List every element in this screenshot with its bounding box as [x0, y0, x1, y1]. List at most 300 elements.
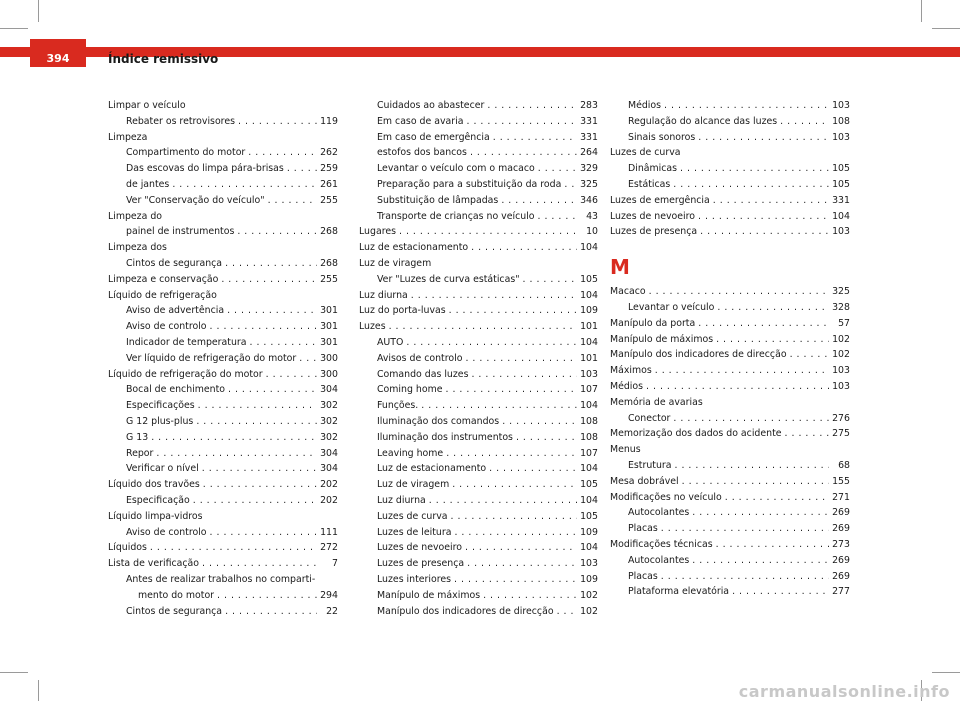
index-subentry	[359, 367, 598, 383]
dot-leader	[465, 351, 577, 367]
entry-page-number: 325	[832, 286, 850, 298]
entry-page-number: 104	[832, 210, 850, 222]
dot-leader	[655, 363, 829, 379]
entry-page-number: 10	[586, 226, 598, 238]
index-entry	[610, 193, 850, 209]
entry-term: Menus	[610, 444, 641, 456]
entry-term: Comando das luzes	[377, 368, 469, 380]
index-entry	[610, 316, 850, 332]
dot-leader	[287, 161, 317, 177]
entry-term: AUTO	[377, 336, 404, 348]
entry-page-number: 331	[580, 131, 598, 143]
entry-page-number: 119	[320, 115, 338, 127]
entry-page-number: 103	[832, 380, 850, 392]
index-subentry	[610, 584, 850, 600]
index-subentry	[108, 335, 338, 351]
dot-leader	[237, 224, 317, 240]
index-subentry	[359, 461, 598, 477]
index-subentry	[610, 114, 850, 130]
entry-term: Luz diurna	[359, 289, 408, 301]
index-entry	[359, 288, 598, 304]
entry-page-number: 105	[580, 479, 598, 491]
index-subentry	[359, 130, 598, 146]
index-subentry	[359, 209, 598, 225]
entry-page-number: 269	[832, 507, 850, 519]
index-subentry	[359, 114, 598, 130]
entry-page-number: 346	[580, 194, 598, 206]
index-subentry	[359, 398, 598, 414]
entry-page-number: 304	[320, 463, 338, 475]
dot-leader	[202, 461, 317, 477]
dot-leader	[429, 493, 577, 509]
entry-term: Luzes de curva	[377, 510, 448, 522]
entry-page-number: 103	[580, 558, 598, 570]
index-subentry	[108, 588, 338, 604]
entry-page-number: 103	[832, 365, 850, 377]
dot-leader	[673, 411, 829, 427]
entry-term: Placas	[628, 570, 658, 582]
entry-term: Leaving home	[377, 447, 444, 459]
entry-term: Modificações técnicas	[610, 538, 713, 550]
dot-leader	[664, 98, 829, 114]
entry-term: de jantes	[126, 178, 170, 190]
crop-mark	[932, 672, 960, 673]
index-subentry	[359, 272, 598, 288]
index-subentry	[108, 319, 338, 335]
index-subentry	[359, 177, 598, 193]
index-entry	[108, 367, 338, 383]
index-subentry	[359, 446, 598, 462]
entry-term: G 13	[126, 431, 149, 443]
dot-leader	[389, 319, 577, 335]
entry-term: Em caso de avaria	[377, 115, 464, 127]
dot-leader	[399, 224, 577, 240]
index-column-1	[108, 98, 338, 619]
index-entry	[610, 332, 850, 348]
entry-term: Bocal de enchimento	[126, 384, 226, 396]
dot-leader	[501, 193, 577, 209]
dot-leader	[454, 572, 577, 588]
index-entry	[610, 426, 850, 442]
entry-page-number: 107	[580, 447, 598, 459]
entry-page-number: 264	[580, 147, 598, 159]
dot-leader	[406, 335, 577, 351]
dot-leader	[673, 177, 829, 193]
dot-leader	[198, 398, 317, 414]
entry-term: Memorização dos dados do acidente	[610, 428, 782, 440]
index-subentry	[359, 193, 598, 209]
entry-page-number: 104	[580, 242, 598, 254]
entry-page-number: 273	[832, 538, 850, 550]
entry-page-number: 271	[832, 491, 850, 503]
dot-leader	[421, 398, 577, 414]
page-number: 394	[46, 52, 70, 65]
dot-leader	[470, 145, 577, 161]
dot-leader	[466, 114, 577, 130]
entry-term: Lugares	[359, 226, 396, 238]
entry-term: painel de instrumentos	[126, 226, 235, 238]
entry-page-number: 272	[320, 542, 338, 554]
entry-page-number: 302	[320, 431, 338, 443]
entry-page-number: 268	[320, 226, 338, 238]
index-entry	[359, 256, 598, 272]
dot-leader	[646, 379, 829, 395]
index-subentry	[108, 398, 338, 414]
dot-leader	[698, 209, 829, 225]
dot-leader	[780, 114, 829, 130]
entry-page-number: 103	[832, 100, 850, 111]
index-subentry	[359, 351, 598, 367]
index-entry	[108, 540, 338, 556]
dot-leader	[716, 332, 829, 348]
index-subentry	[610, 553, 850, 569]
entry-page-number: 294	[320, 589, 338, 601]
dot-leader	[411, 288, 577, 304]
index-letter-heading: M	[610, 255, 630, 280]
entry-term: Memória de avarias	[610, 396, 703, 408]
entry-page-number: 107	[580, 384, 598, 396]
entry-term: Sinais sonoros	[628, 131, 696, 143]
dot-leader	[471, 240, 577, 256]
entry-term: Funções.	[377, 400, 419, 412]
dot-leader	[516, 430, 577, 446]
entry-term: Estáticas	[628, 178, 671, 190]
index-subentry	[359, 525, 598, 541]
dot-leader	[454, 525, 577, 541]
index-subentry	[108, 161, 338, 177]
index-subentry	[359, 604, 598, 620]
entry-term: Luz diurna	[377, 494, 426, 506]
dot-leader	[156, 446, 317, 462]
entry-term: Cintos de segurança	[126, 257, 223, 269]
entry-term: Ver "Luzes de curva estáticas"	[377, 273, 520, 285]
entry-term: Máximos	[610, 365, 652, 377]
dot-leader	[489, 461, 577, 477]
dot-leader	[523, 272, 577, 288]
entry-page-number: 300	[320, 368, 338, 380]
index-subentry	[359, 477, 598, 493]
entry-page-number: 331	[832, 194, 850, 206]
dot-leader	[268, 193, 317, 209]
entry-term: Antes de realizar trabalhos no comparti-	[126, 573, 316, 585]
entry-page-number: 301	[320, 321, 338, 333]
entry-term: Especificação	[126, 494, 190, 506]
dot-leader	[225, 604, 317, 620]
index-entry	[610, 209, 850, 225]
index-subentry	[359, 161, 598, 177]
index-column-3	[610, 98, 850, 600]
dot-leader	[732, 584, 829, 600]
dot-leader	[210, 525, 317, 541]
entry-page-number: 105	[832, 178, 850, 190]
entry-term: Autocolantes	[628, 507, 690, 519]
index-subentry	[108, 414, 338, 430]
dot-leader	[487, 98, 577, 114]
entry-page-number: 283	[580, 100, 598, 111]
index-subentry	[359, 588, 598, 604]
entry-page-number: 275	[832, 428, 850, 440]
index-entry	[108, 272, 338, 288]
entry-term: Cintos de segurança	[126, 605, 223, 617]
dot-leader	[203, 477, 317, 493]
entry-page-number: 7	[332, 558, 338, 570]
entry-page-number: 102	[832, 349, 850, 361]
entry-page-number: 269	[832, 570, 850, 582]
dot-leader	[692, 553, 829, 569]
entry-page-number: 304	[320, 384, 338, 396]
entry-term: Especificações	[126, 400, 195, 412]
dot-leader	[483, 588, 577, 604]
entry-term: Luzes de nevoeiro	[377, 542, 463, 554]
entry-page-number: 105	[580, 273, 598, 285]
dot-leader	[661, 569, 829, 585]
entry-page-number: 259	[320, 163, 338, 175]
entry-term: Aviso de advertência	[126, 305, 225, 317]
entry-term: Líquidos	[108, 542, 147, 554]
index-subentry	[108, 177, 338, 193]
entry-term: estofos dos bancos	[377, 147, 467, 159]
entry-page-number: 277	[832, 586, 850, 598]
entry-term: Líquido dos travões	[108, 479, 200, 491]
index-entry	[108, 556, 338, 572]
index-subentry	[359, 493, 598, 509]
entry-page-number: 202	[320, 494, 338, 506]
entry-term: Iluminação dos comandos	[377, 415, 500, 427]
dot-leader	[785, 426, 829, 442]
entry-term: Plataforma elevatória	[628, 586, 730, 598]
entry-page-number: 276	[832, 412, 850, 424]
dot-leader	[266, 367, 317, 383]
entry-page-number: 202	[320, 479, 338, 491]
index-subentry	[108, 382, 338, 398]
entry-term: Luzes de nevoeiro	[610, 210, 696, 222]
entry-page-number: 68	[838, 459, 850, 471]
index-subentry	[359, 430, 598, 446]
index-subentry	[359, 335, 598, 351]
entry-term: Rebater os retrovisores	[126, 115, 235, 127]
dot-leader	[465, 540, 577, 556]
entry-page-number: 102	[832, 333, 850, 345]
entry-term: Luzes de emergência	[610, 194, 710, 206]
entry-term: Das escovas do limpa pára-brisas	[126, 163, 284, 175]
crop-mark	[921, 0, 922, 22]
index-subentry	[108, 446, 338, 462]
entry-page-number: 269	[832, 554, 850, 566]
dot-leader	[446, 446, 577, 462]
entry-term: Aviso de controlo	[126, 526, 207, 538]
index-subentry	[359, 145, 598, 161]
entry-page-number: 104	[580, 494, 598, 506]
entry-page-number: 155	[832, 475, 850, 487]
entry-page-number: 111	[320, 526, 338, 538]
entry-term: Manípulo da porta	[610, 317, 696, 329]
entry-term: Preparação para a substituição da roda	[377, 178, 562, 190]
entry-term: Limpeza	[108, 131, 148, 143]
entry-page-number: 104	[580, 336, 598, 348]
watermark: carmanualsonline.info	[738, 682, 950, 701]
entry-page-number: 104	[580, 463, 598, 475]
entry-page-number: 325	[580, 178, 598, 190]
entry-term: Manípulo de máximos	[377, 589, 481, 601]
entry-page-number: 331	[580, 115, 598, 127]
entry-term: Médios	[610, 380, 644, 392]
entry-page-number: 255	[320, 194, 338, 206]
page-title: Índice remissivo	[108, 52, 219, 66]
index-entry	[108, 240, 338, 256]
dot-leader	[713, 193, 829, 209]
entry-term: Lista de verificação	[108, 558, 200, 570]
index-subentry	[610, 300, 850, 316]
index-subentry	[610, 521, 850, 537]
index-entry	[610, 395, 850, 411]
entry-term: Conector	[628, 412, 671, 424]
entry-term: Líquido de refrigeração do motor	[108, 368, 263, 380]
entry-page-number: 104	[580, 289, 598, 301]
entry-term: Manípulo de máximos	[610, 333, 714, 345]
entry-term: Luz do porta-luvas	[359, 305, 446, 317]
index-entry	[610, 442, 850, 458]
entry-term: Verificar o nível	[126, 463, 199, 475]
dot-leader	[150, 540, 317, 556]
dot-leader	[538, 161, 577, 177]
dot-leader	[700, 224, 829, 240]
entry-page-number: 101	[580, 352, 598, 364]
index-entry	[108, 98, 338, 114]
dot-leader	[675, 458, 830, 474]
dot-leader	[682, 474, 829, 490]
entry-page-number: 109	[580, 573, 598, 585]
dot-leader	[717, 300, 829, 316]
dot-leader	[698, 130, 829, 146]
dot-leader	[692, 505, 829, 521]
entry-page-number: 22	[326, 605, 338, 617]
dot-leader	[467, 556, 577, 572]
dot-leader	[471, 367, 577, 383]
entry-term: Ver "Conservação do veículo"	[126, 194, 265, 206]
index-subentry	[610, 569, 850, 585]
index-subentry	[610, 458, 850, 474]
dot-leader	[716, 537, 829, 553]
index-subentry	[108, 256, 338, 272]
index-subentry	[359, 572, 598, 588]
entry-term: Dinâmicas	[628, 163, 678, 175]
entry-term: Repor	[126, 447, 154, 459]
dot-leader	[661, 521, 829, 537]
index-subentry	[359, 382, 598, 398]
entry-page-number: 300	[320, 352, 338, 364]
index-subentry	[108, 461, 338, 477]
entry-term: Autocolantes	[628, 554, 690, 566]
index-entry	[108, 209, 338, 225]
entry-page-number: 102	[580, 589, 598, 601]
entry-page-number: 103	[832, 131, 850, 143]
dot-leader	[225, 256, 317, 272]
entry-page-number: 328	[832, 301, 850, 313]
index-entry	[610, 224, 850, 240]
entry-term: Luz de estacionamento	[377, 463, 487, 475]
crop-mark	[0, 28, 28, 29]
entry-term: Ver líquido de refrigeração do motor	[126, 352, 297, 364]
index-entry	[359, 224, 598, 240]
index-subentry	[108, 430, 338, 446]
entry-term: Luz de viragem	[377, 479, 450, 491]
index-subentry	[359, 98, 598, 114]
index-entry	[108, 130, 338, 146]
crop-mark	[38, 0, 39, 22]
crop-mark	[932, 28, 960, 29]
entry-term: Manípulo dos indicadores de direcção	[377, 605, 554, 617]
dot-leader	[196, 414, 317, 430]
entry-term: Líquido limpa-vidros	[108, 510, 203, 522]
entry-page-number: 101	[580, 321, 598, 333]
entry-page-number: 329	[580, 163, 598, 175]
entry-term: Modificações no veículo	[610, 491, 722, 503]
entry-page-number: 108	[580, 415, 598, 427]
entry-page-number: 104	[580, 400, 598, 412]
index-subentry	[108, 224, 338, 240]
entry-page-number: 269	[832, 523, 850, 535]
entry-term: Luzes de presença	[377, 558, 465, 570]
dot-leader	[680, 161, 829, 177]
index-subentry	[359, 414, 598, 430]
entry-page-number: 302	[320, 415, 338, 427]
index-subentry	[610, 411, 850, 427]
entry-term: Luzes interiores	[377, 573, 452, 585]
dot-leader	[193, 493, 317, 509]
dot-leader	[449, 303, 577, 319]
index-subentry	[610, 505, 850, 521]
entry-term: Indicador de temperatura	[126, 336, 247, 348]
index-entry	[610, 490, 850, 506]
entry-term: Líquido de refrigeração	[108, 289, 217, 301]
dot-leader	[248, 145, 317, 161]
dot-leader	[493, 130, 577, 146]
entry-page-number: 301	[320, 336, 338, 348]
entry-term: Luzes de curva	[610, 147, 681, 159]
index-subentry	[108, 572, 338, 588]
entry-term: Estrutura	[628, 459, 672, 471]
entry-page-number: 104	[580, 542, 598, 554]
entry-term: Transporte de crianças no veículo	[377, 210, 535, 222]
dot-leader	[557, 604, 577, 620]
entry-page-number: 262	[320, 147, 338, 159]
entry-page-number: 268	[320, 257, 338, 269]
dot-leader	[451, 509, 578, 525]
entry-page-number: 105	[832, 163, 850, 175]
index-entry	[610, 145, 850, 161]
index-entry	[359, 303, 598, 319]
dot-leader	[217, 588, 317, 604]
entry-page-number: 57	[838, 317, 850, 329]
entry-term: Levantar o veículo	[628, 301, 715, 313]
dot-leader	[227, 303, 317, 319]
entry-term: Luzes de presença	[610, 226, 698, 238]
dot-leader	[299, 351, 317, 367]
dot-leader	[538, 209, 577, 225]
entry-page-number: 43	[586, 210, 598, 222]
index-entry	[108, 509, 338, 525]
dot-leader	[221, 272, 317, 288]
entry-term: Limpeza dos	[108, 242, 167, 254]
index-entry	[359, 240, 598, 256]
entry-page-number: 304	[320, 447, 338, 459]
crop-mark	[0, 672, 28, 673]
dot-leader	[172, 177, 317, 193]
index-entry	[610, 347, 850, 363]
entry-term: Luz de estacionamento	[359, 242, 469, 254]
entry-page-number: 108	[832, 115, 850, 127]
entry-page-number: 108	[580, 431, 598, 443]
